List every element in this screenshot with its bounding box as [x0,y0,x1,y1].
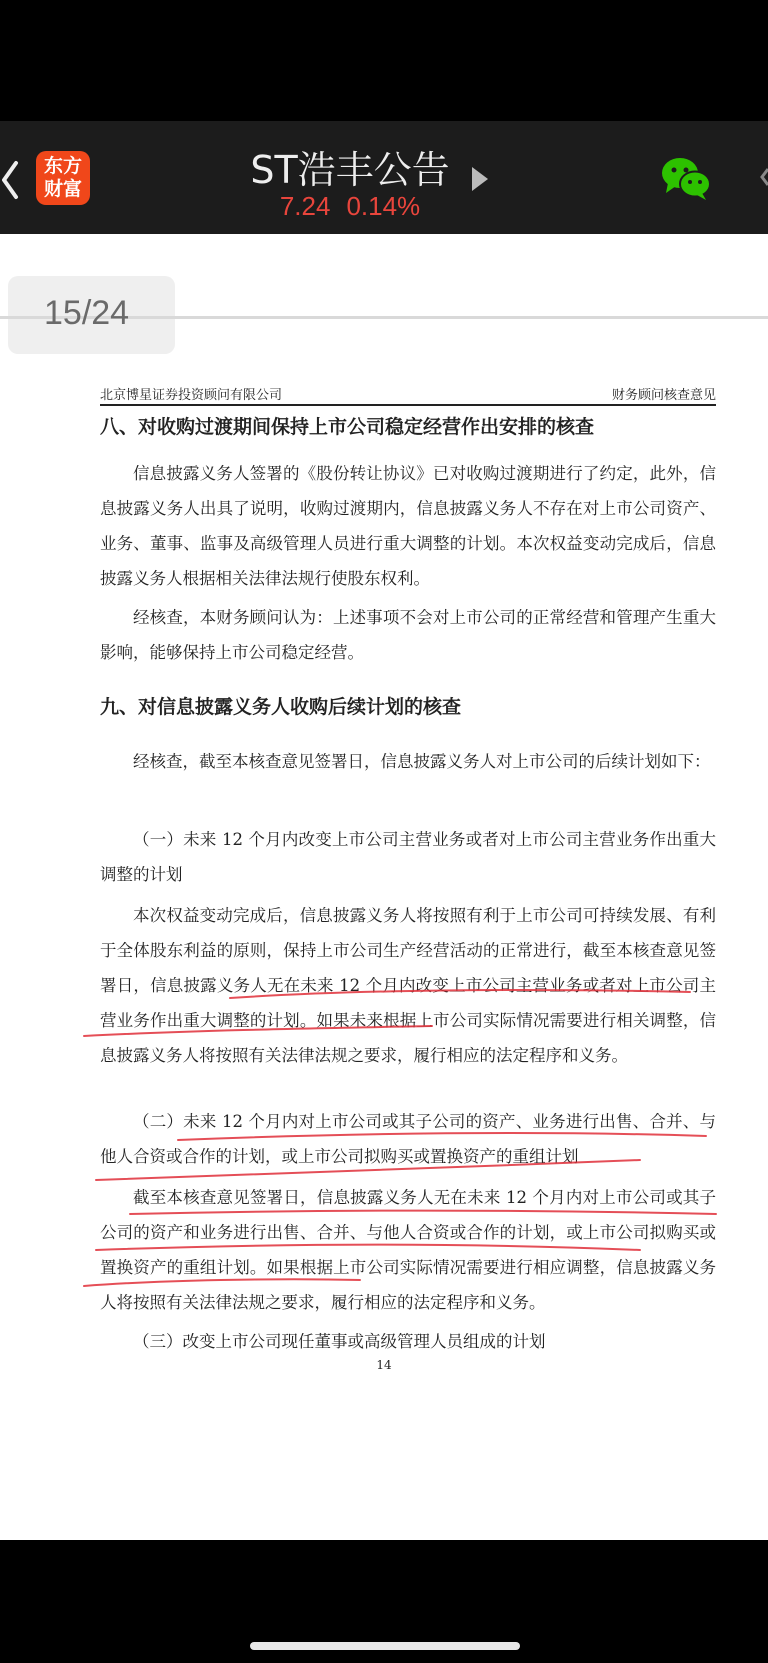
play-icon[interactable] [472,167,488,191]
doc-header-left: 北京博星证券投资顾问有限公司 [100,388,283,403]
item-3-title: （三）改变上市公司现任董事或高级管理人员组成的计划 [133,1332,546,1351]
app-header [0,121,768,234]
section-8-paragraph-1: 信息披露义务人签署的《股份转让协议》已对收购过渡期进行了约定，此外，信息披露义务人出具了说明，收购过渡期内，信息披露义务人不存在对上市公司资产、业务、董事、监事及高级管理人员进行重大调整的计划。本次权益变动完成后，信息披露义务人根据相关法律法规行使股东权利。 [100,464,716,588]
page-indicator: 15/24 [44,294,130,332]
item-2-title: （二）未来 12 个月内对上市公司或其子公司的资产、业务进行出售、合并、与他人合资或合作的计划，或上市公司拟购买或置换资产的重组计划 [100,1112,716,1166]
doc-header-rule [100,404,716,406]
wechat-icon[interactable] [660,155,712,201]
back-chevron-icon[interactable] [2,157,38,203]
section-8-title: 八、对收购过渡期间保持上市公司稳定经营作出安排的核查 [100,416,595,438]
document-page[interactable] [0,234,768,1540]
stock-change: 0.14% [346,191,421,221]
app-logo[interactable] [36,151,90,205]
item-1-body: 本次权益变动完成后，信息披露义务人将按照有利于上市公司可持续发展、有利于全体股东利益的原则，保持上市公司生产经营活动的正常进行，截至本核查意见签署日，信息披露义务人无在未来 12 个月内改变上市公司主营业务或者对上市公司主营业务作出重大调整的计划。如果未来根据上市公司实际情况需要进行相关调整，信息披露义务人将按照有关法律法规之要求，履行相应的法定程序和义务。 [100,906,716,1065]
item-1-title: （一）未来 12 个月内改变上市公司主营业务或者对上市公司主营业务作出重大调整的计划 [100,830,716,884]
home-indicator[interactable] [250,1642,520,1650]
logo-line2: 财富 [43,178,82,200]
doc-header-right: 财务顾问核查意见 [611,388,716,403]
stock-title: ST浩丰公告 [250,148,450,192]
section-9-intro: 经核查，截至本核查意见签署日，信息披露义务人对上市公司的后续计划如下： [133,752,711,771]
stock-price: 7.24 [279,191,331,221]
section-9-title: 九、对信息披露义务人收购后续计划的核查 [100,696,462,718]
doc-page-number: 14 [376,1358,392,1372]
item-2-body: 截至本核查意见签署日，信息披露义务人无在未来 12 个月内对上市公司或其子公司的资产和业务进行出售、合并、与他人合资或合作的计划，或上市公司拟购买或置换资产的重组计划。如果根据上市公司实际情况需要进行相应调整，信息披露义务人将按照有关法律法规之要求，履行相应的法定程序和义务。 [100,1188,716,1312]
stock-quote [230,191,470,222]
status-bar-area [0,0,768,121]
section-8-paragraph-2: 经核查，本财务顾问认为：上述事项不会对上市公司的正常经营和管理产生重大影响，能够保持上市公司稳定经营。 [100,608,716,662]
more-chevron-icon[interactable] [760,167,768,187]
logo-line1: 东方 [43,155,82,177]
